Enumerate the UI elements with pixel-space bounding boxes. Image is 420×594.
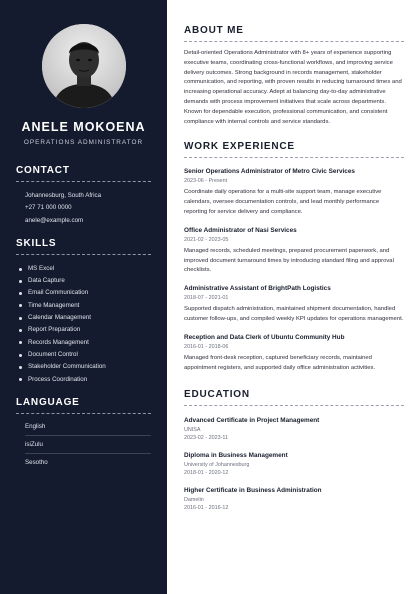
job-date: 2021-02 - 2023-05	[184, 236, 229, 243]
profile-photo	[42, 24, 126, 108]
candidate-name: ANELE MOKOENA	[21, 120, 146, 134]
candidate-role: OPERATIONS ADMINISTRATOR	[23, 139, 144, 146]
skill-label: Data Capture	[28, 277, 65, 285]
skill-label: Email Communication	[28, 289, 89, 297]
language-list	[16, 418, 151, 471]
bullet-icon	[19, 292, 22, 295]
education-date: 2023-02 - 2023-11	[184, 435, 228, 442]
skill-item	[19, 275, 151, 287]
job-entry	[184, 334, 404, 374]
bullet-icon	[19, 341, 22, 344]
skill-label: Time Management	[28, 301, 80, 309]
skill-label: Report Preparation	[28, 326, 81, 334]
education-title: Higher Certificate in Business Administration	[184, 487, 322, 495]
work-heading: WORK EXPERIENCE	[184, 141, 404, 158]
contact-heading: CONTACT	[16, 165, 151, 182]
bullet-icon	[19, 304, 22, 307]
education-heading: EDUCATION	[184, 389, 404, 406]
skill-label: MS Excel	[28, 264, 55, 272]
education-entry	[184, 417, 404, 441]
about-text: Detail-oriented Operations Administrator with 8+ years of experience supporting executive teams, coordinating cross-functional workflows, and improving service delivery outcomes. Strong background in records management, stakeholder communication, and reporting, with proven results in reducing turnaround times and increasing operational accuracy. Adept at balancing day-to-day administrative demands with process improvement initiatives that scale across departments. Known for dependable execution, professional communication, and consistent compliance with internal controls and service standards.	[184, 50, 402, 125]
job-description: Managed records, scheduled meetings, prepared procurement paperwork, and improved document turnaround times by introducing standard filing and approval checklists.	[184, 247, 394, 274]
job-title: Senior Operations Administrator of Metro Civic Services	[184, 168, 355, 176]
skill-item	[19, 324, 151, 336]
bullet-icon	[19, 354, 22, 357]
contact-phone: +27 71 000 0000	[25, 204, 72, 212]
skill-item	[19, 263, 151, 275]
job-description: Supported dispatch administration, maintained shipment documentation, handled customer follow-ups, and compiled weekly KPI updates for operations management.	[184, 306, 404, 322]
job-entry	[184, 227, 404, 276]
bullet-icon	[19, 329, 22, 332]
job-description: Managed front-desk reception, captured beneficiary records, maintained appointment registers, and supported daily office administration activities.	[184, 354, 376, 371]
bullet-icon	[19, 366, 22, 369]
education-entry	[184, 487, 404, 511]
education-date: 2018-01 - 2020-12	[184, 470, 229, 477]
skill-label: Process Coordination	[28, 375, 88, 383]
skill-label: Records Management	[28, 338, 89, 346]
photo-wrap	[16, 0, 151, 108]
language-item: Sesotho	[25, 458, 48, 466]
skill-label: Calendar Management	[28, 314, 91, 322]
skill-item	[19, 337, 151, 349]
skill-item	[19, 361, 151, 373]
education-list	[184, 417, 404, 511]
language-heading: LANGUAGE	[16, 397, 151, 414]
job-date: 2023-06 - Present	[184, 178, 228, 185]
job-date: 2016-01 - 2018-06	[184, 343, 229, 350]
bullet-icon	[19, 317, 22, 320]
skill-item	[19, 374, 151, 386]
education-entry	[184, 452, 404, 476]
job-entry	[184, 285, 404, 325]
skill-item	[19, 287, 151, 299]
job-title: Reception and Data Clerk of Ubuntu Community Hub	[184, 333, 345, 341]
skills-list	[16, 263, 151, 386]
main-column	[167, 0, 420, 594]
skill-item	[19, 312, 151, 324]
language-item: isiZulu	[25, 436, 151, 454]
education-school: University of Johannesburg	[184, 462, 250, 469]
contact-list	[16, 190, 151, 227]
contact-location: Johannesburg, South Africa	[25, 192, 102, 199]
work-list	[184, 168, 404, 373]
education-school: UNISA	[184, 427, 201, 434]
about-heading: ABOUT ME	[184, 25, 404, 42]
job-description: Coordinate daily operations for a multi-site support team, manage executive calendars, oversee documentation controls, and lead monthly performance reporting for service delivery and compliance.	[184, 189, 382, 215]
bullet-icon	[19, 280, 22, 283]
bullet-icon	[19, 268, 22, 271]
job-title: Office Administrator of Nasi Services	[184, 226, 297, 234]
skill-label: Document Control	[28, 350, 78, 358]
language-item: English	[25, 418, 151, 436]
bullet-icon	[19, 378, 22, 381]
education-school: Damelin	[184, 497, 204, 504]
sidebar	[0, 0, 167, 594]
education-title: Advanced Certificate in Project Management	[184, 417, 320, 425]
skills-heading: SKILLS	[16, 238, 151, 255]
job-date: 2018-07 - 2021-01	[184, 295, 229, 302]
education-title: Diploma in Business Management	[184, 452, 288, 460]
job-title: Administrative Assistant of BrightPath Logistics	[184, 285, 331, 293]
job-entry	[184, 168, 404, 217]
skill-item	[19, 349, 151, 361]
skill-item	[19, 300, 151, 312]
contact-email: anele@example.com	[25, 216, 84, 224]
education-date: 2016-01 - 2016-12	[184, 505, 229, 512]
skill-label: Stakeholder Communication	[28, 363, 106, 371]
